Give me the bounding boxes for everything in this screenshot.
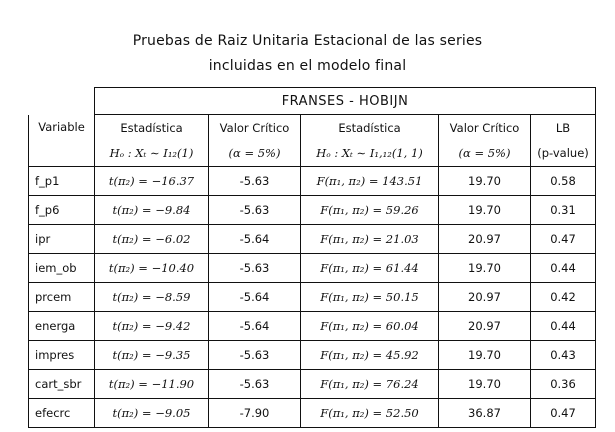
blank-corner-cell: [29, 88, 95, 115]
cell-statistic-2: F(π₁, π₂) = 45.92: [301, 341, 439, 370]
cell-lb-pvalue: 0.43: [531, 341, 596, 370]
cell-statistic-2: F(π₁, π₂) = 76.24: [301, 370, 439, 399]
cell-lb-pvalue: 0.58: [531, 167, 596, 196]
cell-critical-value-2: 19.70: [439, 370, 531, 399]
cell-statistic-1: t(π₂) = −9.42: [95, 312, 209, 341]
table-row: [29, 196, 596, 225]
header-variable: Variable: [29, 115, 95, 141]
header-variable-spacer: [29, 140, 95, 167]
header-alpha-1: (α = 5%): [209, 140, 301, 167]
cell-critical-value-1: -5.64: [209, 225, 301, 254]
cell-critical-value-2: 19.70: [439, 167, 531, 196]
caption-line-2: incluidas en el modelo final: [208, 58, 407, 74]
cell-variable: ipr: [29, 225, 95, 254]
unit-root-table: [28, 87, 596, 428]
cell-critical-value-2: 19.70: [439, 254, 531, 283]
table-row: [29, 312, 596, 341]
cell-variable: impres: [29, 341, 95, 370]
table-row: [29, 225, 596, 254]
cell-critical-value-1: -5.63: [209, 167, 301, 196]
table-row: [29, 370, 596, 399]
cell-statistic-1: t(π₂) = −6.02: [95, 225, 209, 254]
cell-lb-pvalue: 0.42: [531, 283, 596, 312]
table-row: [29, 283, 596, 312]
cell-variable: energa: [29, 312, 95, 341]
caption-line-1: Pruebas de Raiz Unitaria Estacional de las series: [132, 33, 483, 49]
cell-statistic-1: t(π₂) = −8.59: [95, 283, 209, 312]
cell-critical-value-2: 20.97: [439, 312, 531, 341]
cell-critical-value-1: -7.90: [209, 399, 301, 428]
cell-critical-value-1: -5.64: [209, 283, 301, 312]
table-row: [29, 399, 596, 428]
cell-statistic-2: F(π₁, π₂) = 59.26: [301, 196, 439, 225]
cell-critical-value-1: -5.63: [209, 254, 301, 283]
table-row: [29, 167, 596, 196]
header-pvalue: (p-value): [531, 140, 596, 167]
header-hypothesis-2: Hₒ : Xₜ ∼ I₁,₁₂(1, 1): [301, 140, 439, 167]
cell-statistic-2: F(π₁, π₂) = 52.50: [301, 399, 439, 428]
table-row: [29, 341, 596, 370]
cell-variable: iem_ob: [29, 254, 95, 283]
cell-lb-pvalue: 0.47: [531, 225, 596, 254]
cell-variable: cart_sbr: [29, 370, 95, 399]
cell-critical-value-2: 20.97: [439, 283, 531, 312]
header-estadistica-1: Estadística: [95, 115, 209, 141]
cell-critical-value-2: 20.97: [439, 225, 531, 254]
table-row: [29, 254, 596, 283]
cell-statistic-2: F(π₁, π₂) = 143.51: [301, 167, 439, 196]
cell-statistic-2: F(π₁, π₂) = 60.04: [301, 312, 439, 341]
cell-statistic-2: F(π₁, π₂) = 61.44: [301, 254, 439, 283]
cell-lb-pvalue: 0.36: [531, 370, 596, 399]
cell-critical-value-1: -5.63: [209, 196, 301, 225]
cell-critical-value-2: 36.87: [439, 399, 531, 428]
header-valor-critico-2: Valor Crítico: [439, 115, 531, 141]
cell-variable: efecrc: [29, 399, 95, 428]
cell-variable: prcem: [29, 283, 95, 312]
header-lb: LB: [531, 115, 596, 141]
group-header: FRANSES - HOBIJN: [95, 88, 596, 115]
cell-variable: f_p6: [29, 196, 95, 225]
cell-statistic-1: t(π₂) = −9.84: [95, 196, 209, 225]
header-valor-critico-1: Valor Crítico: [209, 115, 301, 141]
cell-critical-value-1: -5.64: [209, 312, 301, 341]
cell-lb-pvalue: 0.31: [531, 196, 596, 225]
cell-statistic-1: t(π₂) = −10.40: [95, 254, 209, 283]
header-hypothesis-1: Hₒ : Xₜ ∼ I₁₂(1): [95, 140, 209, 167]
cell-statistic-1: t(π₂) = −9.35: [95, 341, 209, 370]
cell-statistic-2: F(π₁, π₂) = 50.15: [301, 283, 439, 312]
cell-critical-value-1: -5.63: [209, 370, 301, 399]
header-estadistica-2: Estadística: [301, 115, 439, 141]
cell-critical-value-1: -5.63: [209, 341, 301, 370]
cell-variable: f_p1: [29, 167, 95, 196]
cell-critical-value-2: 19.70: [439, 196, 531, 225]
cell-statistic-1: t(π₂) = −9.05: [95, 399, 209, 428]
cell-lb-pvalue: 0.44: [531, 254, 596, 283]
cell-critical-value-2: 19.70: [439, 341, 531, 370]
cell-statistic-2: F(π₁, π₂) = 21.03: [301, 225, 439, 254]
cell-lb-pvalue: 0.44: [531, 312, 596, 341]
cell-statistic-1: t(π₂) = −16.37: [95, 167, 209, 196]
cell-statistic-1: t(π₂) = −11.90: [95, 370, 209, 399]
cell-lb-pvalue: 0.47: [531, 399, 596, 428]
header-alpha-2: (α = 5%): [439, 140, 531, 167]
